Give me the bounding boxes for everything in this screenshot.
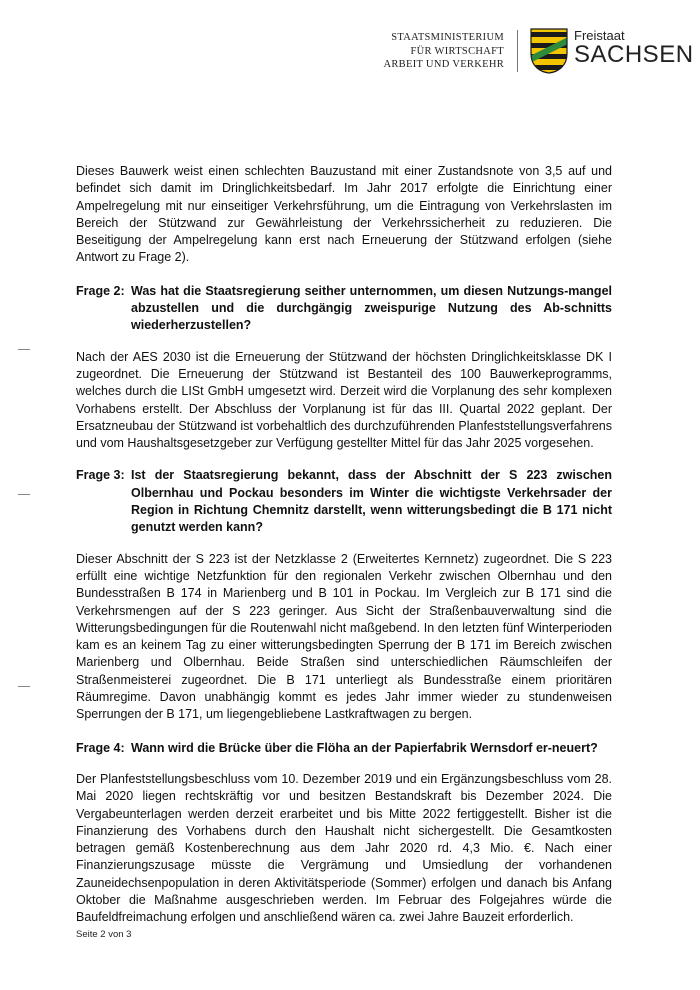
fold-mark (18, 494, 30, 495)
question-text: Wann wird die Brücke über die Flöha an der Papierfabrik Wernsdorf er-neuert? (131, 740, 598, 755)
question-label: Frage 3: (76, 468, 125, 483)
question-text: Was hat die Staatsregierung seither unternommen, um diesen Nutzungs-mangel abzustellen und die durchgängig zweispurige Nutzung des Ab-schnitts wiederherzustellen? (131, 283, 612, 333)
question-label: Frage 4: (76, 740, 125, 755)
letterhead (270, 28, 694, 76)
question-2 (76, 283, 612, 335)
answer-3: Dieser Abschnitt der S 223 ist der Netzklasse 2 (Erweitertes Kernnetz) zugeordnet. Die S 223 erfüllt eine wichtige Netzfunktion für den regionalen Verkehr zwischen Olbernhau und den Bundesstraßen B 174 in Marienberg und B 101 in Pockau. Im Vergleich zur B 171 sind die Verkehrsmengen auf der S 223 geringer. Aus Sicht der Straßenbauverwaltung sind die Witterungsbedingungen für die Routenwahl nicht maßgebend. In den letzten fünf Winterperioden kam es an keinem Tag zu einer witterungsbedingten Sperrung der B 171 im Bereich zwischen Marienberg und Olbernhau. Beide Straßen sind unterschiedlichen Räumschleifen der Straßenmeisterei zugeordnet. Die B 171 unterliegt als Bundesstraße einem prioritären Räumregime. Davon unabhängig kommt es jedes Jahr immer wieder zu stundenweisen Sperrungen der B 171, um liegengebliebene Lastkraftwagen zu bergen. (76, 551, 612, 722)
answer-2: Nach der AES 2030 ist die Erneuerung der Stützwand der höchsten Dringlichkeitsklasse DK I zugeordnet. Die Erneuerung der Stützwand ist Bestanteil des 100 Bauwerkeprogramms, welches durch die LISt GmbH umgesetzt wird. Derzeit wird die Vorplanung des sehr komplexen Vorhabens erstellt. Der Abschluss der Vorplanung ist für das III. Quartal 2022 geplant. Der Ersatzneubau der Stützwand ist vorbehaltlich des durchzuführenden Planfeststellungsverfahrens und vom Haushaltsgesetzgeber zur Verfügung gestellter Mittel für das Jahr 2025 vorgesehen. (76, 349, 612, 451)
ministry-line-1: STAATSMINISTERIUM (391, 32, 504, 43)
brand-big: SACHSEN (574, 41, 694, 68)
question-text: Ist der Staatsregierung bekannt, dass der Abschnitt der S 223 zwischen Olbernhau und Pockau besonders im Winter die wichtigste Verkehrsader der Region in Richtung Chemnitz darstellt, wenn witterungsbedingt die B 171 nicht genutzt werden kann? (131, 468, 612, 535)
ministry-name (304, 31, 504, 72)
freistaat-sachsen-wordmark (574, 28, 694, 68)
saxony-crest-icon (530, 28, 568, 74)
question-4 (76, 740, 612, 757)
question-label: Frage 2: (76, 283, 125, 298)
question-3 (76, 467, 612, 536)
brand-small: Freistaat (574, 28, 625, 43)
intro-paragraph: Dieses Bauwerk weist einen schlechten Bauzustand mit einer Zustandsnote von 3,5 auf und befindet sich damit im Dringlichkeitsbedarf. Im Jahr 2017 erfolgte die Einrichtung einer Ampelregelung mit nur einseitiger Verkehrsführung, um die Eintragung von Verkehrslasten im Bereich der Stützwand zur Gewährleistung der Verkehrssicherheit zu reduzieren. Die Beseitigung der Ampelregelung kann erst nach Erneuerung der Stützwand erfolgen (siehe Antwort zu Frage 2). (76, 164, 612, 265)
ministry-line-3: ARBEIT UND VERKEHR (383, 59, 504, 70)
fold-mark (18, 349, 30, 350)
answer-4: Der Planfeststellungsbeschluss vom 10. Dezember 2019 und ein Ergänzungsbeschluss vom 28. Mai 2020 liegen rechtskräftig vor und besitzen Bestandskraft bis Dezember 2024. Die Vergabeunterlagen werden derzeit erarbeitet und bis Mitte 2022 fertiggestellt. Bisher ist die Finanzierung des Vorhabens durch den Haushalt nicht sichergestellt. Die Gesamtkosten betragen gemäß Kostenberechnung aus dem Jahr 2020 rd. 4,3 Mio. €. Nach einer Finanzierungszusage müsste die Vergrämung und Umsiedlung der vorhandenen Zauneidechsenpopulation in deren Aktivitätsperiode (Sommer) erfolgen und danach bis Anfang Oktober die Maßnahme ausgeschrieben werden. Im Februar des Folgejahres würde die Baufeldfreimachung erfolgen und anschließend wären ca. zwei Jahre Bauzeit erforderlich. (76, 771, 612, 925)
fold-mark (18, 686, 30, 687)
document-body (76, 163, 612, 927)
header-divider (517, 30, 518, 72)
page-number: Seite 2 von 3 (76, 929, 132, 940)
ministry-line-2: FÜR WIRTSCHAFT (410, 45, 504, 57)
